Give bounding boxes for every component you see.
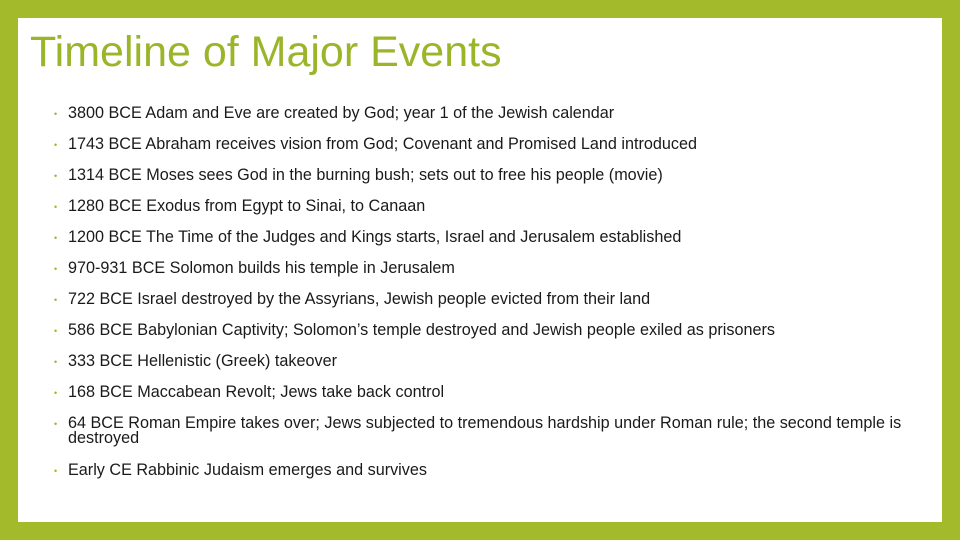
bullet-dot-icon: • [54, 109, 58, 119]
bullet-dot-icon: • [54, 466, 58, 476]
timeline-item-text: 722 BCE Israel destroyed by the Assyrians, Jewish people evicted from their land [68, 290, 651, 308]
bullet-dot-icon: • [54, 264, 58, 274]
timeline-item-text: 1743 BCE Abraham receives vision from God; Covenant and Promised Land introduced [68, 135, 697, 153]
timeline-item [54, 199, 924, 214]
timeline-item [54, 168, 924, 183]
bullet-dot-icon: • [54, 202, 58, 212]
slide-canvas [18, 18, 942, 522]
timeline-item-text: 168 BCE Maccabean Revolt; Jews take back control [68, 383, 445, 401]
timeline-item-text: 970-931 BCE Solomon builds his temple in Jerusalem [68, 259, 455, 277]
slide-title: Timeline of Major Events [30, 28, 502, 76]
timeline-item [54, 292, 924, 307]
timeline-item-text: 1280 BCE Exodus from Egypt to Sinai, to Canaan [68, 197, 426, 215]
timeline-item [54, 106, 924, 121]
bullet-dot-icon: • [54, 419, 58, 429]
timeline-item [54, 137, 924, 152]
bullet-dot-icon: • [54, 233, 58, 243]
bullet-dot-icon: • [54, 326, 58, 336]
timeline-item-text: 1200 BCE The Time of the Judges and Kings starts, Israel and Jerusalem established [68, 228, 682, 246]
timeline-item [54, 416, 924, 446]
timeline-item [54, 354, 924, 369]
bullet-dot-icon: • [54, 357, 58, 367]
timeline-item-text: 586 BCE Babylonian Captivity; Solomon’s temple destroyed and Jewish people exiled as prisoners [68, 321, 775, 339]
timeline-item-text: 64 BCE Roman Empire takes over; Jews subjected to tremendous hardship under Roman rule; the second temple is destroyed [68, 414, 902, 447]
bullet-dot-icon: • [54, 171, 58, 181]
bullet-dot-icon: • [54, 140, 58, 150]
timeline-item [54, 323, 924, 338]
timeline-list [54, 106, 924, 494]
timeline-item [54, 230, 924, 245]
timeline-item [54, 463, 924, 478]
bullet-dot-icon: • [54, 388, 58, 398]
timeline-item [54, 385, 924, 400]
bullet-dot-icon: • [54, 295, 58, 305]
timeline-item [54, 261, 924, 276]
timeline-item-text: 333 BCE Hellenistic (Greek) takeover [68, 352, 337, 370]
timeline-item-text: 3800 BCE Adam and Eve are created by God; year 1 of the Jewish calendar [68, 104, 615, 122]
timeline-item-text: Early CE Rabbinic Judaism emerges and survives [68, 461, 427, 479]
timeline-item-text: 1314 BCE Moses sees God in the burning bush; sets out to free his people (movie) [68, 166, 663, 184]
